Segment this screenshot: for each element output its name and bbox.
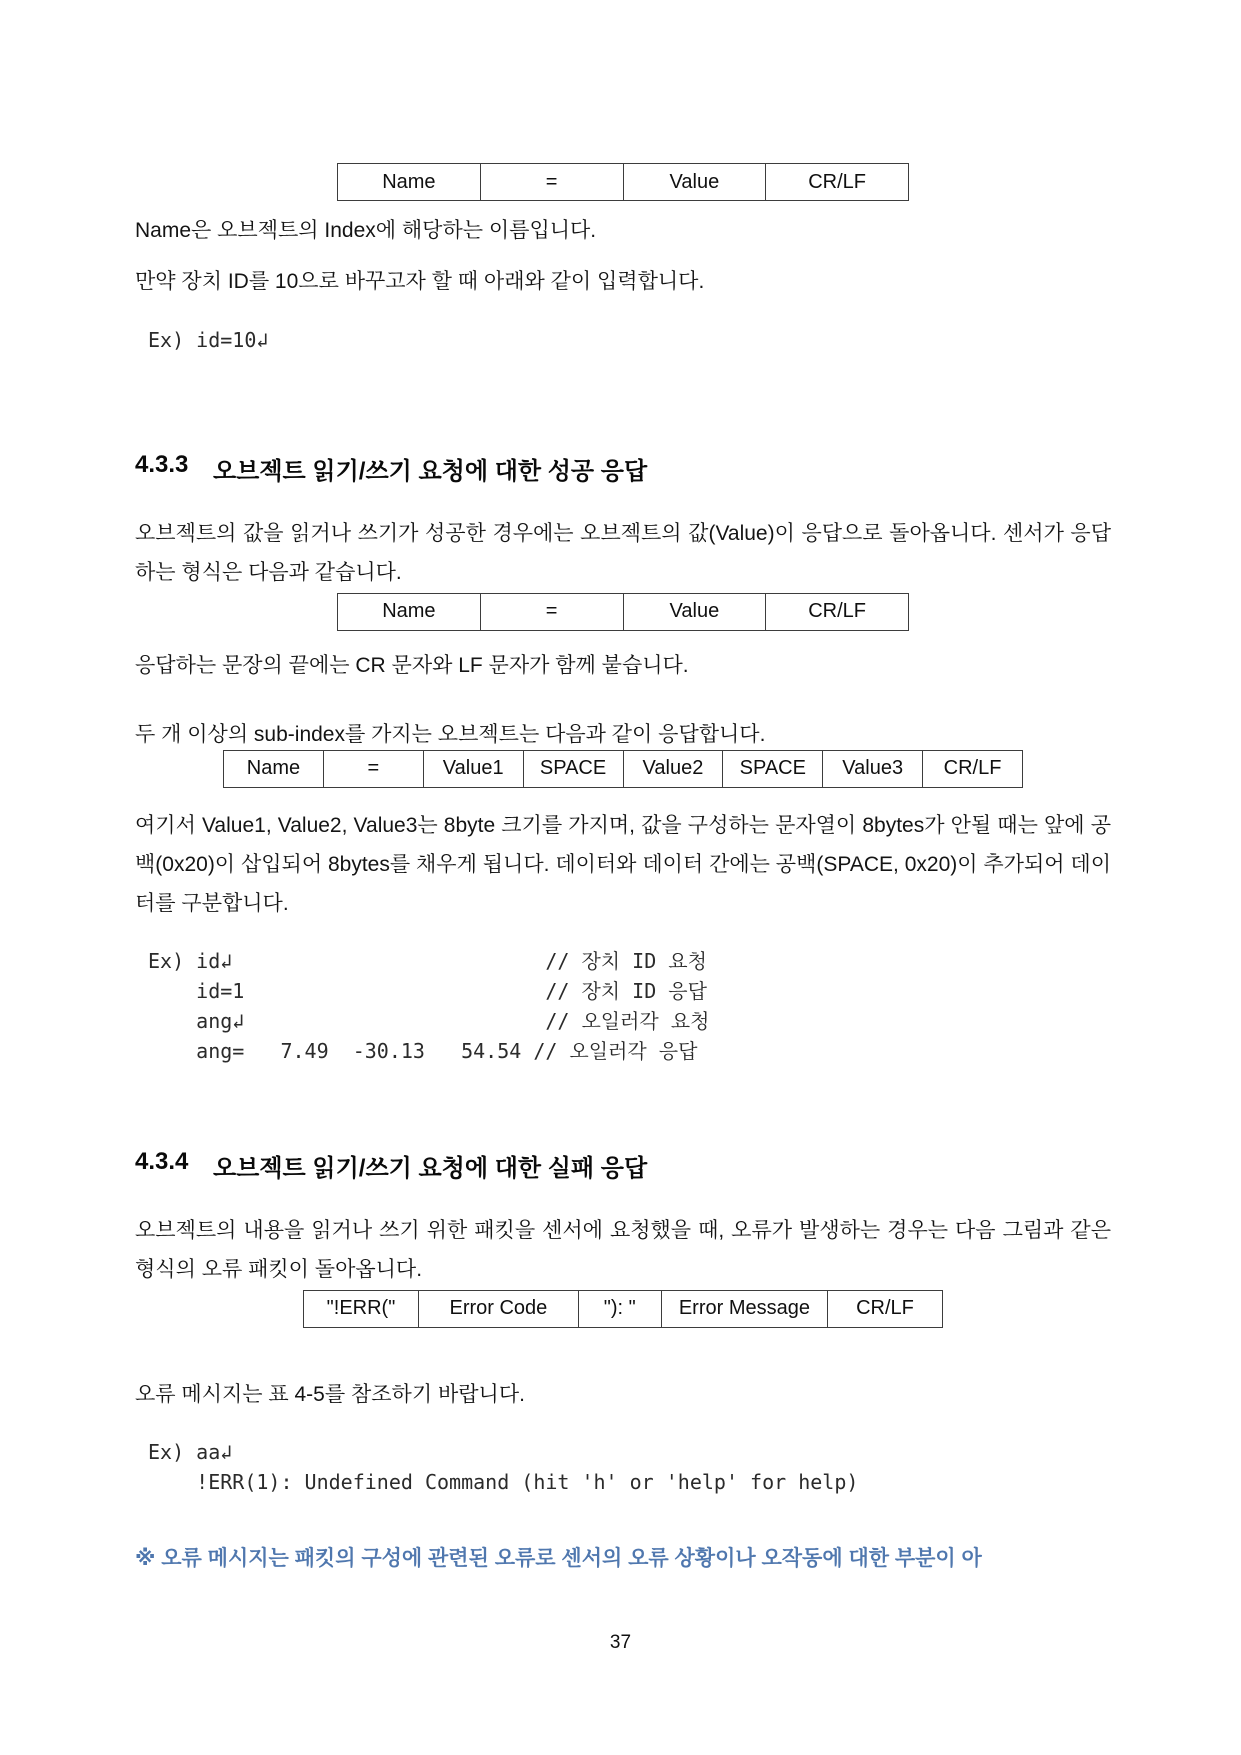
section-number: 4.3.4 xyxy=(135,1147,189,1175)
cell-crlf: CR/LF xyxy=(827,1290,942,1327)
code-example-error xyxy=(135,1437,1111,1497)
code-example-id10 xyxy=(135,325,1111,355)
cell-crlf: CR/LF xyxy=(923,750,1023,787)
section-heading-433 xyxy=(135,451,1111,486)
para-fail-response: 오브젝트의 내용을 읽거나 쓰기 위한 패킷을 센서에 요청했을 때, 오류가 발생하는 경우는 다음 그림과 같은 형식의 오류 패킷이 돌아옵니다. xyxy=(135,1218,1111,1282)
cell-name: Name xyxy=(338,593,481,630)
section-title: 오브젝트 읽기/쓰기 요청에 대한 실패 응답 xyxy=(213,1154,648,1182)
packet-format-table-error xyxy=(303,1290,943,1328)
cell-space2: SPACE xyxy=(723,750,823,787)
code-line: Ex) id↲ // 장치 ID 요청 xyxy=(148,948,707,973)
section-number: 4.3.3 xyxy=(135,450,189,478)
para-bytes: 여기서 Value1, Value2, Value3는 8byte 크기를 가지며, 값을 구성하는 문자열이 8bytes가 안될 때는 앞에 공백(0x20)이 삽입되어 8bytes를 채우게 됩니다. 데이터와 데이터 간에는 공백(SPACE, 0x20)이 추가되어 데이터를 구분합니다. xyxy=(135,813,1111,916)
code-line: ang= 7.49 -30.13 54.54 // 오일러각 응답 xyxy=(148,1038,698,1063)
section-heading-434 xyxy=(135,1148,1111,1183)
cell-equals: = xyxy=(480,593,623,630)
cell-name: Name xyxy=(338,164,481,201)
note-error-scope: ※ 오류 메시지는 패킷의 구성에 관련된 오류로 센서의 오류 상황이나 오작동에 대한 부분이 아 xyxy=(135,1547,982,1571)
para-change-id: 만약 장치 ID를 10으로 바꾸고자 할 때 아래와 같이 입력합니다. xyxy=(135,270,705,294)
code-example-read xyxy=(135,946,1111,1066)
packet-format-table-multivalue xyxy=(223,750,1023,788)
packet-format-table-response xyxy=(337,593,909,631)
cell-err-prefix: "!ERR(" xyxy=(304,1290,419,1327)
cell-crlf: CR/LF xyxy=(766,593,909,630)
cell-space1: SPACE xyxy=(523,750,623,787)
table-row xyxy=(338,593,909,630)
cell-value3: Value3 xyxy=(823,750,923,787)
cell-name: Name xyxy=(224,750,324,787)
para-subindex: 두 개 이상의 sub-index를 가지는 오브젝트는 다음과 같이 응답합니다. xyxy=(135,723,766,747)
para-name-index: Name은 오브젝트의 Index에 해당하는 이름입니다. xyxy=(135,219,597,242)
para-crlf: 응답하는 문장의 끝에는 CR 문자와 LF 문자가 함께 붙습니다. xyxy=(135,653,689,677)
table-row xyxy=(224,750,1023,787)
code-line: id=1 // 장치 ID 응답 xyxy=(148,978,707,1003)
cell-equals: = xyxy=(480,164,623,201)
page-number: 37 xyxy=(609,1632,632,1653)
code-line: !ERR(1): Undefined Command (hit 'h' or 'help' for help) xyxy=(148,1470,859,1495)
code-line: Ex) aa↲ xyxy=(148,1440,233,1465)
section-title: 오브젝트 읽기/쓰기 요청에 대한 성공 응답 xyxy=(213,457,648,485)
cell-equals: = xyxy=(323,750,423,787)
cell-value: Value xyxy=(623,593,766,630)
cell-error-code: Error Code xyxy=(419,1290,579,1327)
table-row xyxy=(338,164,909,201)
para-success-response: 오브젝트의 값을 읽거나 쓰기가 성공한 경우에는 오브젝트의 값(Value)이 응답으로 돌아옵니다. 센서가 응답하는 형식은 다음과 같습니다. xyxy=(135,521,1111,585)
cell-error-message: Error Message xyxy=(661,1290,827,1327)
packet-format-table-request xyxy=(337,163,909,201)
code-line: ang↲ // 오일러각 요청 xyxy=(148,1008,710,1033)
cell-value: Value xyxy=(623,164,766,201)
cell-err-suffix: "): " xyxy=(578,1290,661,1327)
para-error-table-ref: 오류 메시지는 표 4-5를 참조하기 바랍니다. xyxy=(135,1382,525,1406)
table-row xyxy=(304,1290,943,1327)
code-line: Ex) id=10↲ xyxy=(148,327,269,352)
cell-crlf: CR/LF xyxy=(766,164,909,201)
cell-value1: Value1 xyxy=(423,750,523,787)
cell-value2: Value2 xyxy=(623,750,723,787)
